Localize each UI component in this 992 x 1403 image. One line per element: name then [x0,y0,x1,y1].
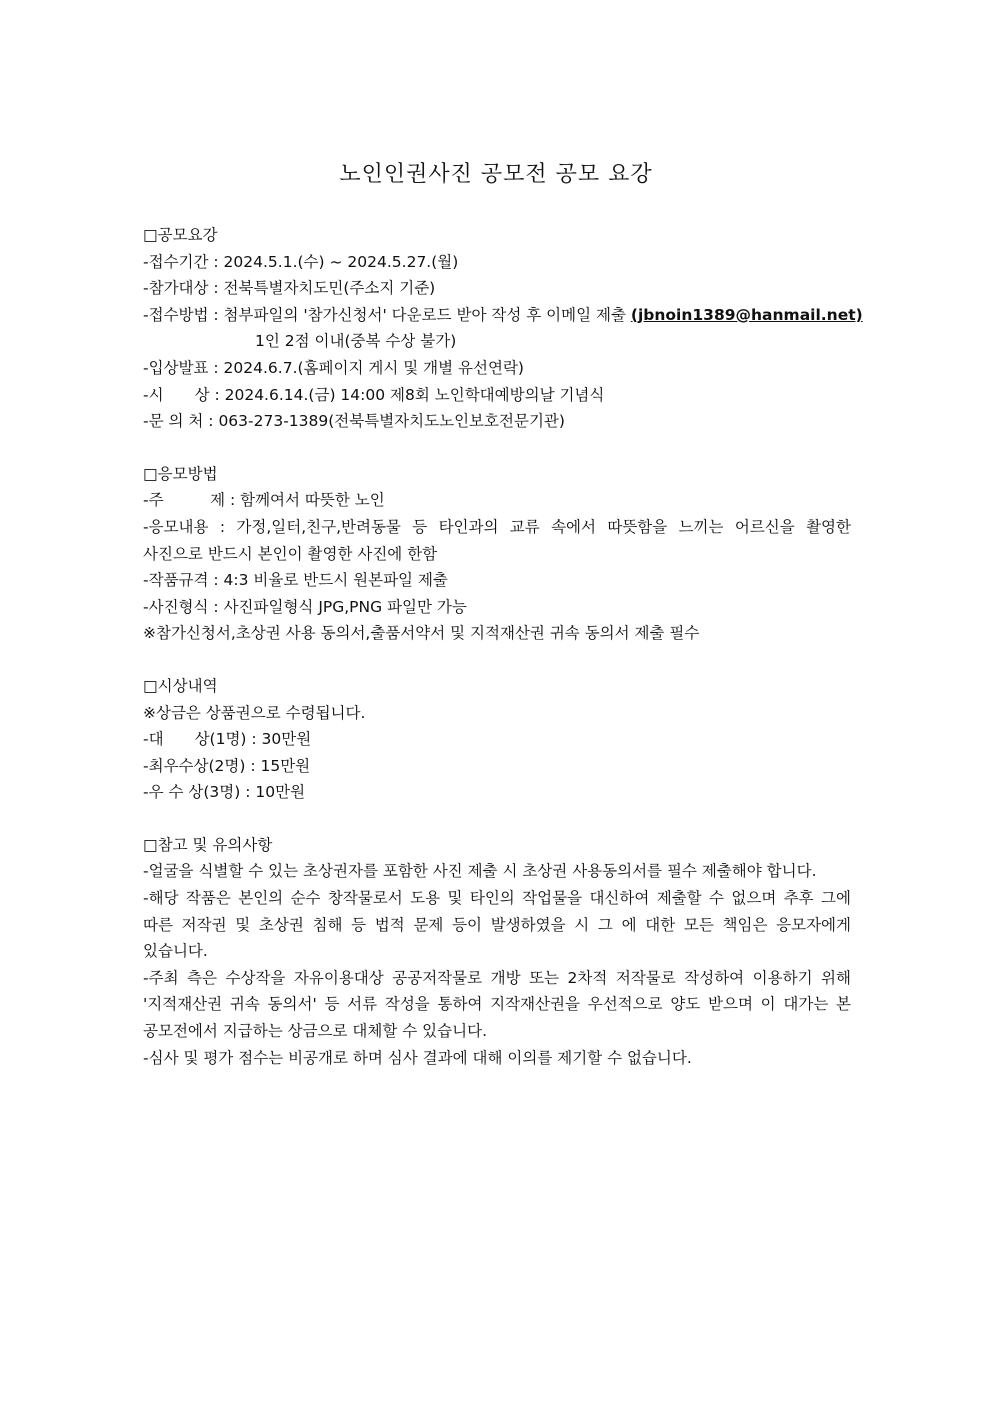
method-limit-line: 1인 2점 이내(중복 수상 불가) [255,332,457,351]
section-heading: □참고 및 유의사항 [143,835,273,854]
method-text: -접수방법 : 첨부파일의 '참가신청서' 다운로드 받아 작성 후 이메일 제출 [143,305,631,324]
contact-line: -문 의 처 : 063-273-1389(전북특별자치도노인보호전문기관) [143,412,565,431]
target-line: -참가대상 : 전북특별자치도민(주소지 기준) [143,279,436,298]
section-heading: □시상내역 [143,676,218,695]
section-overview [143,222,863,435]
format-line: -사진형식 : 사진파일형식 JPG,PNG 파일만 가능 [143,597,467,616]
content-line: -응모내용 : 가정,일터,친구,반려동물 등 타인과의 교류 속에서 따뜻함을 느끼는 어르신을 촬영한 사진으로 반드시 본인이 촬영한 사진에 한함 [143,517,851,563]
section-how-to-apply [143,461,851,647]
document-body [143,222,863,1097]
prize-note: ※상금은 상품권으로 수령됩니다. [143,703,366,722]
section-notes [143,832,851,1071]
note-item: -해당 작품은 본인의 순수 창작물로서 도용 및 타인의 작업물을 대신하여 제출할 수 없으며 추후 그에 따른 저작권 및 초상권 침해 등 법적 문제 등이 발생하였을 시 그 에 대한 모든 책임은 응모자에게 있습니다. [143,889,851,961]
spec-line: -작품규격 : 4:3 비율로 반드시 원본파일 제출 [143,571,448,590]
page-title: 노인인권사진 공모전 공모 요강 [339,162,653,187]
note-item: -심사 및 평가 점수는 비공개로 하며 심사 결과에 대해 이의를 제기할 수 없습니다. [143,1048,692,1067]
period-line: -접수기간 : 2024.5.1.(수) ~ 2024.5.27.(월) [143,252,459,271]
required-docs-note: ※참가신청서,초상권 사용 동의서,출품서약서 및 지적재산권 귀속 동의서 제출 필수 [143,624,700,643]
announcement-line: -입상발표 : 2024.6.7.(홈페이지 게시 및 개별 유선연락) [143,358,524,377]
grand-prize-line: -대 상(1명) : 30만원 [143,730,312,749]
note-item: -얼굴을 식별할 수 있는 초상권자를 포함한 사진 제출 시 초상권 사용동의서를 필수 제출해야 합니다. [143,862,817,881]
method-line [143,302,863,329]
section-awards [143,673,851,806]
ceremony-line: -시 상 : 2024.6.14.(금) 14:00 제8회 노인학대예방의날 기념식 [143,385,605,404]
merit-prize-line: -우 수 상(3명) : 10만원 [143,783,306,802]
section-heading: □응모방법 [143,464,218,483]
excellence-prize-line: -최우수상(2명) : 15만원 [143,756,311,775]
note-item: -주최 측은 수상작을 자유이용대상 공공저작물로 개방 또는 2차적 저작물로 작성하여 이용하기 위해 '지적재산권 귀속 동의서' 등 서류 작성을 통하여 지작재산권을 우선적으로 양도 받으며 이 대가는 본 공모전에서 지급하는 상금으로 대체할 수 있습니다. [143,968,851,1041]
theme-line: -주 제 : 함께여서 따뜻한 노인 [143,491,385,510]
section-heading: □공모요강 [143,226,218,244]
email-link[interactable]: (jbnoin1389@hanmail.net) [630,305,863,324]
